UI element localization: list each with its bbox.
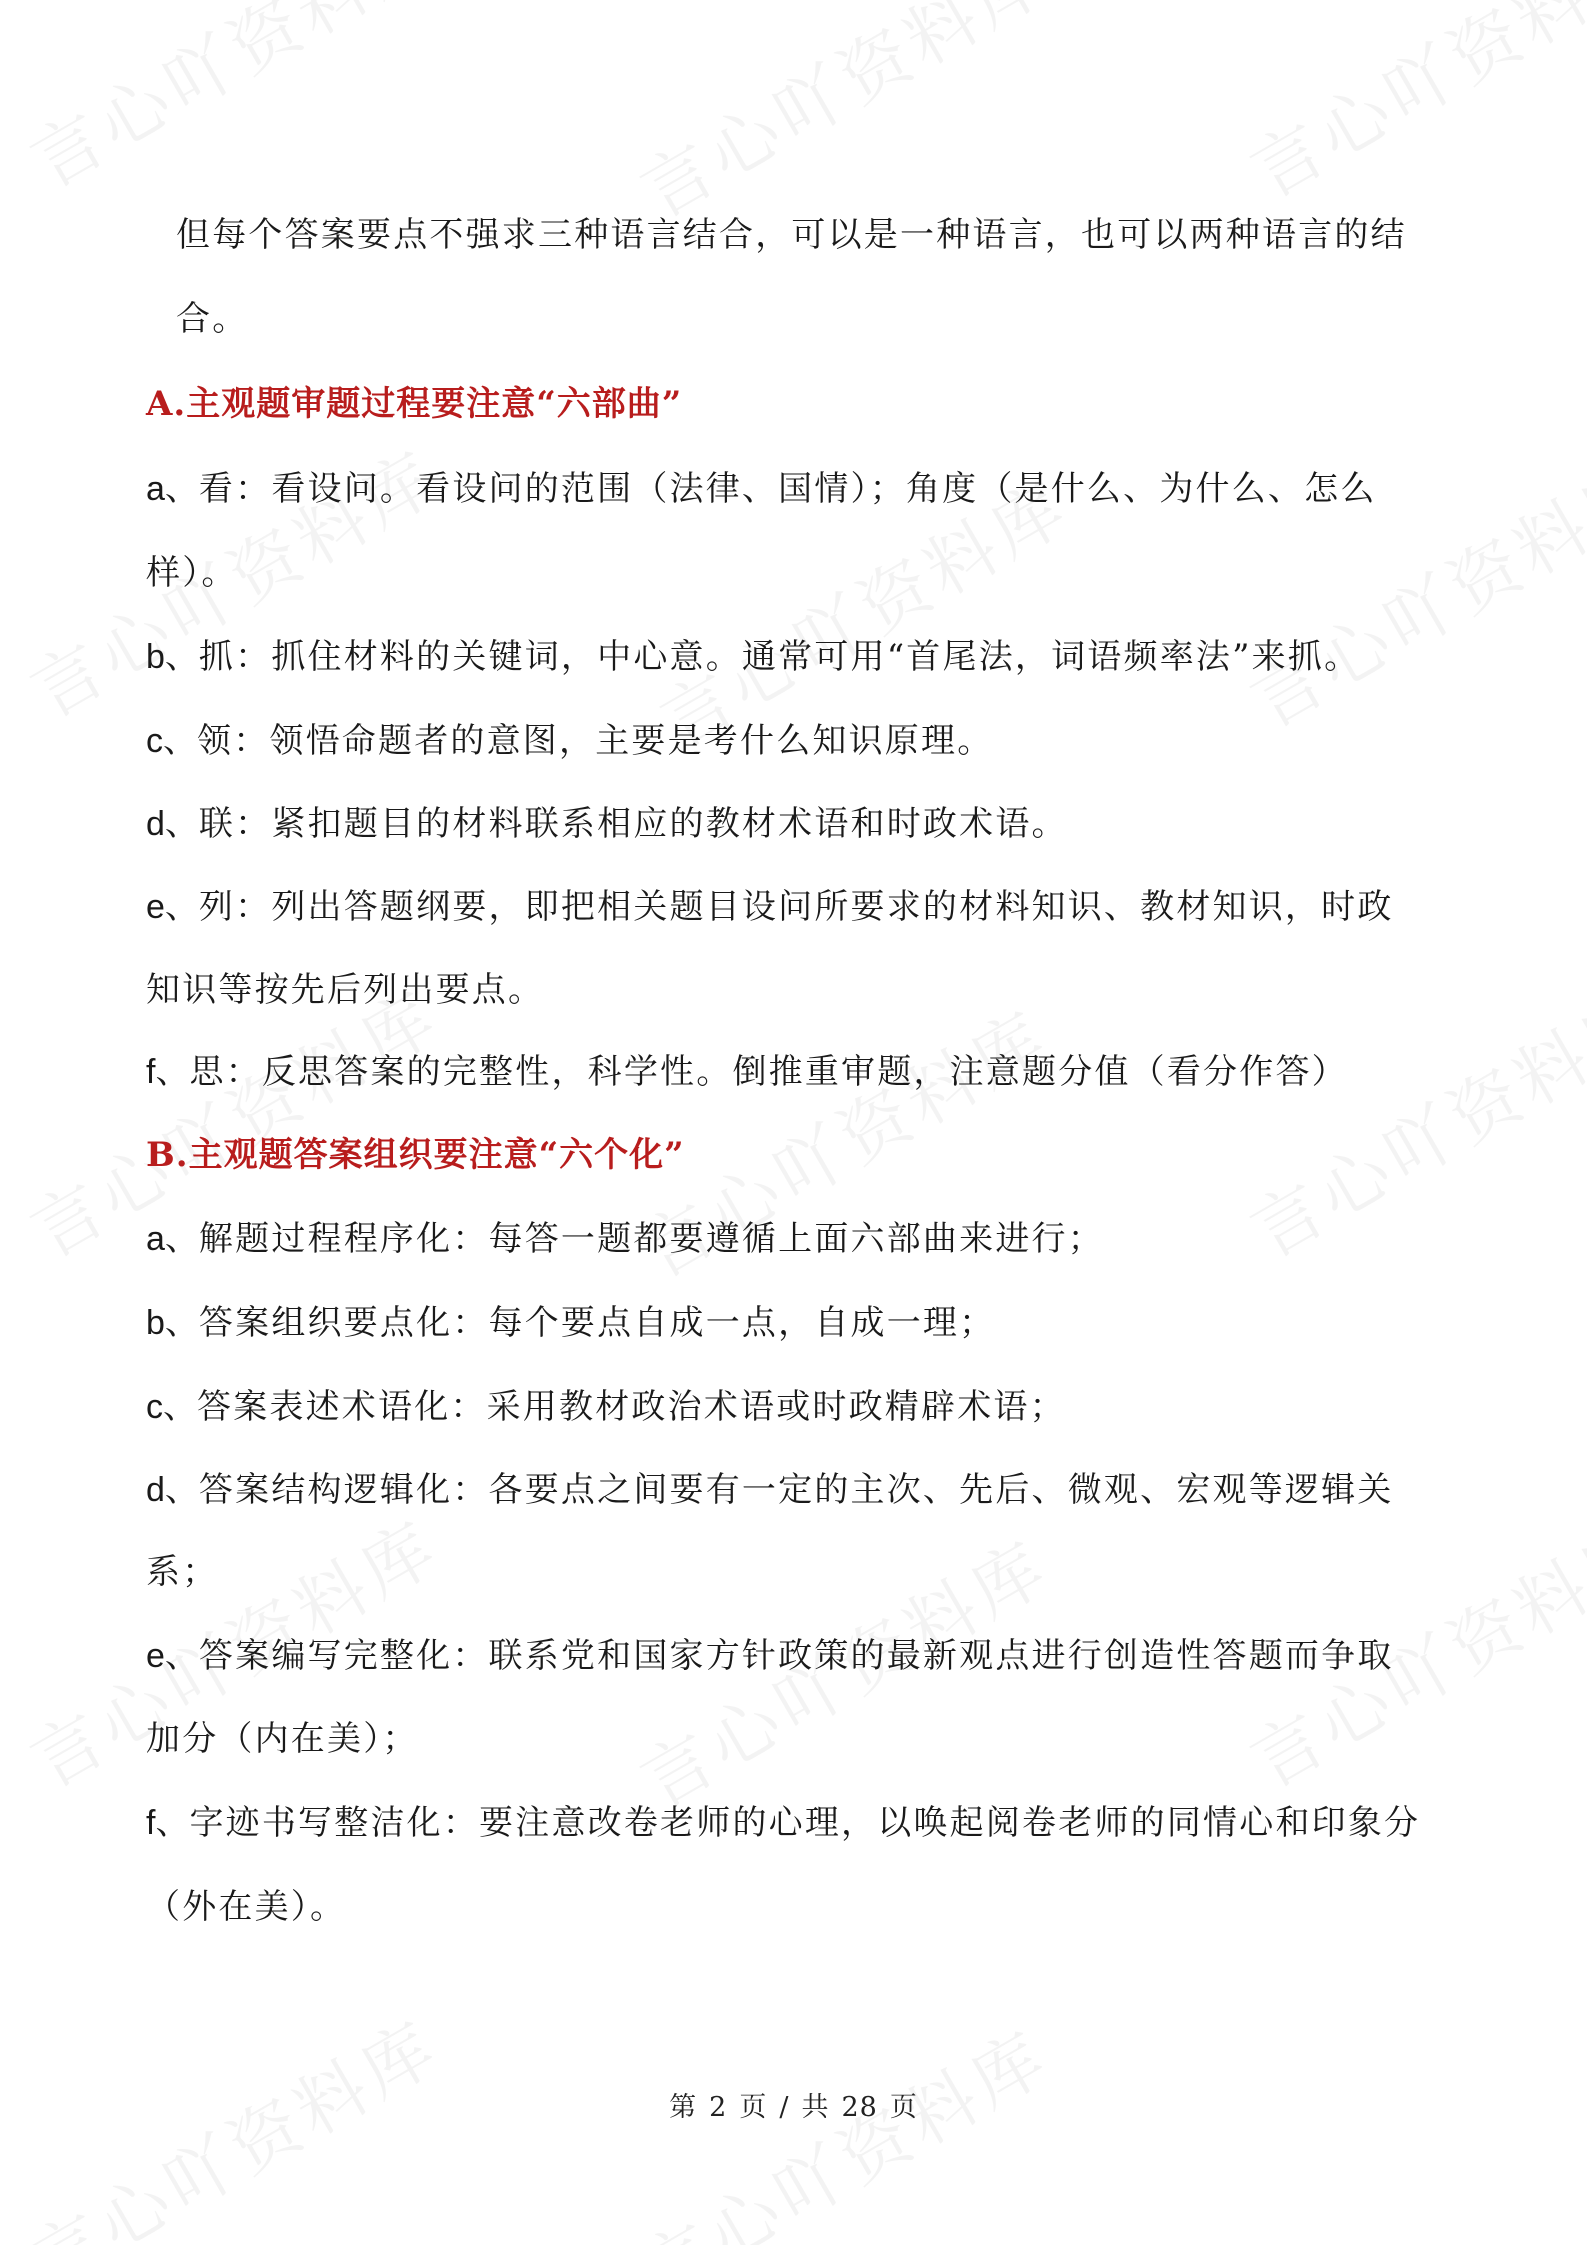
- footer-total-prefix: 共: [801, 2092, 830, 2123]
- list-item: [146, 1800, 1420, 1846]
- list-item: [146, 1467, 1394, 1513]
- list-text: 列：列出答题纲要，即把相关题目设问所要求的材料知识、教材知识，时政: [198, 887, 1394, 927]
- list-item: [146, 1049, 1348, 1095]
- page-footer: [0, 2085, 1587, 2124]
- list-item-continuation: （外在美）。: [146, 1887, 347, 1927]
- list-label: f、: [146, 1053, 190, 1091]
- list-label: a、: [146, 1220, 199, 1258]
- list-item: [146, 884, 1394, 930]
- watermark: [1230, 962, 1587, 1277]
- list-item-continuation: 加分（内在美）；: [146, 1719, 419, 1759]
- footer-prefix: 第: [669, 2092, 698, 2123]
- list-text: 看：看设问。看设问的范围（法律、国情）；角度（是什么、为什么、怎么: [198, 469, 1377, 509]
- list-text: 抓：抓住材料的关键词，中心意。通常可用“首尾法，词语频率法”来抓。: [198, 637, 1361, 677]
- list-text: 领：领悟命题者的意图，主要是考什么知识原理。: [197, 721, 994, 761]
- list-item: [146, 718, 993, 764]
- current-page-number: 2: [709, 2092, 728, 2123]
- list-label: d、: [146, 1471, 199, 1509]
- list-item: [146, 1633, 1394, 1679]
- section-heading-b: B.主观题答案组织要注意“六个化”: [146, 1135, 685, 1175]
- list-text: 字迹书写整洁化：要注意改卷老师的心理，以唤起阅卷老师的同情心和印象分: [189, 1803, 1421, 1843]
- watermark: [10, 0, 455, 207]
- list-label: e、: [146, 1637, 199, 1675]
- list-item-continuation: 知识等按先后列出要点。: [146, 970, 545, 1010]
- list-text: 答案结构逻辑化：各要点之间要有一定的主次、先后、微观、宏观等逻辑关: [198, 1470, 1394, 1510]
- list-text: 联：紧扣题目的材料联系相应的教材术语和时政术语。: [198, 804, 1068, 844]
- list-item-continuation: 系；: [146, 1552, 219, 1592]
- list-text: 解题过程程序化：每答一题都要遵循上面六部曲来进行；: [198, 1219, 1104, 1259]
- total-pages: 28: [841, 2092, 878, 2123]
- list-label: e、: [146, 888, 199, 926]
- list-item: [146, 1216, 1104, 1262]
- list-item: [146, 1384, 1066, 1430]
- list-label: b、: [146, 638, 199, 676]
- footer-total-suffix: 页: [889, 2092, 918, 2123]
- list-text: 思：反思答案的完整性，科学性。倒推重审题，注意题分值（看分作答）: [189, 1052, 1348, 1092]
- list-item: [146, 1300, 995, 1346]
- list-label: c、: [146, 1388, 197, 1426]
- list-text: 答案表述术语化：采用教材政治术语或时政精辟术语；: [197, 1387, 1066, 1427]
- intro-line: 合。: [176, 299, 249, 339]
- list-item-continuation: 样）。: [146, 553, 238, 593]
- watermark: [620, 0, 1065, 237]
- list-item: [146, 466, 1377, 512]
- footer-page-word: 页: [739, 2092, 768, 2123]
- list-item: [146, 634, 1360, 680]
- list-item: [146, 801, 1068, 847]
- footer-separator: /: [779, 2092, 790, 2123]
- list-label: c、: [146, 722, 197, 760]
- list-label: f、: [146, 1804, 190, 1842]
- watermark: [1230, 0, 1587, 217]
- list-label: d、: [146, 805, 199, 843]
- list-label: b、: [146, 1304, 199, 1342]
- section-heading-a: A.主观题审题过程要注意“六部曲”: [146, 384, 683, 424]
- list-label: a、: [146, 470, 199, 508]
- list-text: 答案编写完整化：联系党和国家方针政策的最新观点进行创造性答题而争取: [198, 1636, 1394, 1676]
- intro-line: 但每个答案要点不强求三种语言结合，可以是一种语言，也可以两种语言的结: [176, 215, 1407, 255]
- list-text: 答案组织要点化：每个要点自成一点，自成一理；: [198, 1303, 996, 1343]
